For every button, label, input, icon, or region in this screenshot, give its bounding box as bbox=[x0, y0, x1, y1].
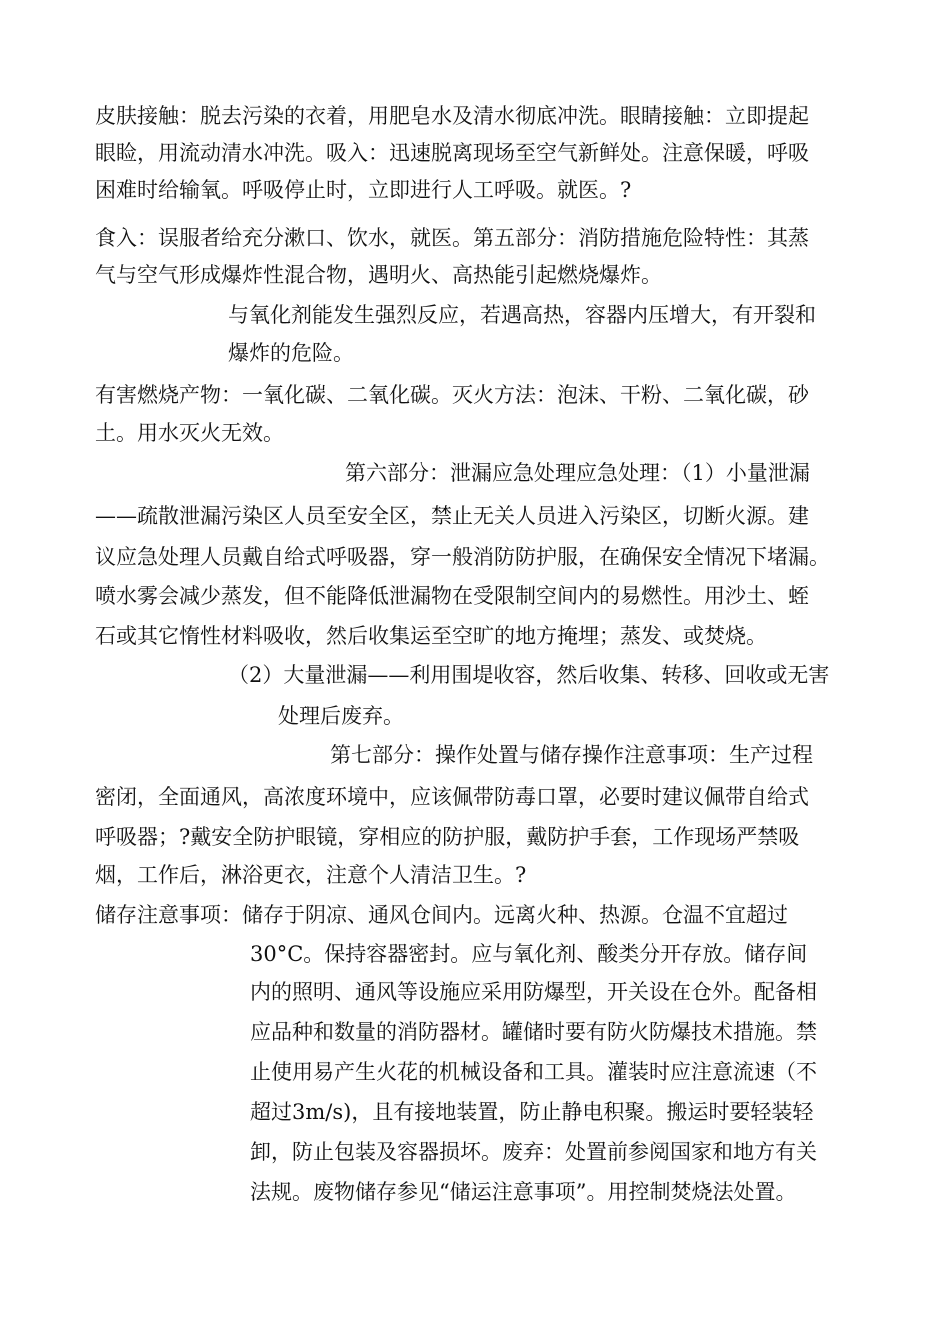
text-line: 密闭，全面通风，高浓度环境中，应该佩带防毒口罩，必要时建议佩带自给式 bbox=[95, 785, 809, 809]
text-line: 皮肤接触：脱去污染的衣着，用肥皂水及清水彻底冲洗。眼睛接触：立即提起 bbox=[95, 104, 809, 128]
text-line: 第六部分：泄漏应急处理应急处理：（1）小量泄漏 bbox=[345, 461, 810, 485]
text-line: （2）大量泄漏——利用围堤收容，然后收集、转移、回收或无害 bbox=[228, 663, 830, 687]
text-line: 困难时给输氧。呼吸停止时，立即进行人工呼吸。就医。? bbox=[95, 178, 632, 202]
text-line: ——疏散泄漏污染区人员至安全区，禁止无关人员进入污染区，切断火源。建 bbox=[95, 504, 809, 528]
text-line: 喷水雾会减少蒸发，但不能降低泄漏物在受限制空间内的易燃性。用沙土、蛭 bbox=[95, 584, 809, 608]
text-line: 法规。废物储存参见“储运注意事项”。用控制焚烧法处置。 bbox=[250, 1180, 797, 1204]
text-line: 内的照明、通风等设施应采用防爆型，开关设在仓外。配备相 bbox=[250, 980, 817, 1004]
text-line: 应品种和数量的消防器材。罐储时要有防火防爆技术措施。禁 bbox=[250, 1020, 817, 1044]
text-line: 止使用易产生火花的机械设备和工具。灌装时应注意流速（不 bbox=[250, 1060, 817, 1084]
text-line: 烟，工作后，淋浴更衣，注意个人清洁卫生。? bbox=[95, 863, 527, 887]
text-line: 与氧化剂能发生强烈反应，若遇高热，容器内压增大，有开裂和 bbox=[228, 303, 816, 327]
text-line: 土。用水灭火无效。 bbox=[95, 421, 284, 445]
text-line: 储存注意事项：储存于阴凉、通风仓间内。远离火种、热源。仓温不宜超过 bbox=[95, 903, 788, 927]
text-line: 第七部分：操作处置与储存操作注意事项：生产过程 bbox=[330, 743, 813, 767]
text-line: 眼睑，用流动清水冲洗。吸入：迅速脱离现场至空气新鲜处。注意保暖，呼吸 bbox=[95, 141, 809, 165]
text-line: 食入：误服者给充分漱口、饮水，就医。第五部分：消防措施危险特性：其蒸 bbox=[95, 226, 809, 250]
text-line: 处理后废弃。 bbox=[278, 704, 404, 728]
text-line: 30°C。保持容器密封。应与氧化剂、酸类分开存放。储存间 bbox=[250, 942, 808, 966]
text-line: 有害燃烧产物：一氧化碳、二氧化碳。灭火方法：泡沫、干粉、二氧化碳，砂 bbox=[95, 383, 809, 407]
text-line: 卸，防止包装及容器损坏。废弃：处置前参阅国家和地方有关 bbox=[250, 1140, 817, 1164]
text-line: 石或其它惰性材料吸收，然后收集运至空旷的地方掩埋；蒸发、或焚烧。 bbox=[95, 624, 767, 648]
text-line: 超过3m/s)，且有接地装置，防止静电积聚。搬运时要轻装轻 bbox=[250, 1100, 814, 1124]
text-line: 呼吸器；?戴安全防护眼镜，穿相应的防护服，戴防护手套，工作现场严禁吸 bbox=[95, 825, 800, 849]
text-line: 爆炸的危险。 bbox=[228, 341, 354, 365]
text-line: 议应急处理人员戴自给式呼吸器，穿一般消防防护服，在确保安全情况下堵漏。 bbox=[95, 545, 830, 569]
text-line: 气与空气形成爆炸性混合物，遇明火、高热能引起燃烧爆炸。 bbox=[95, 263, 662, 287]
